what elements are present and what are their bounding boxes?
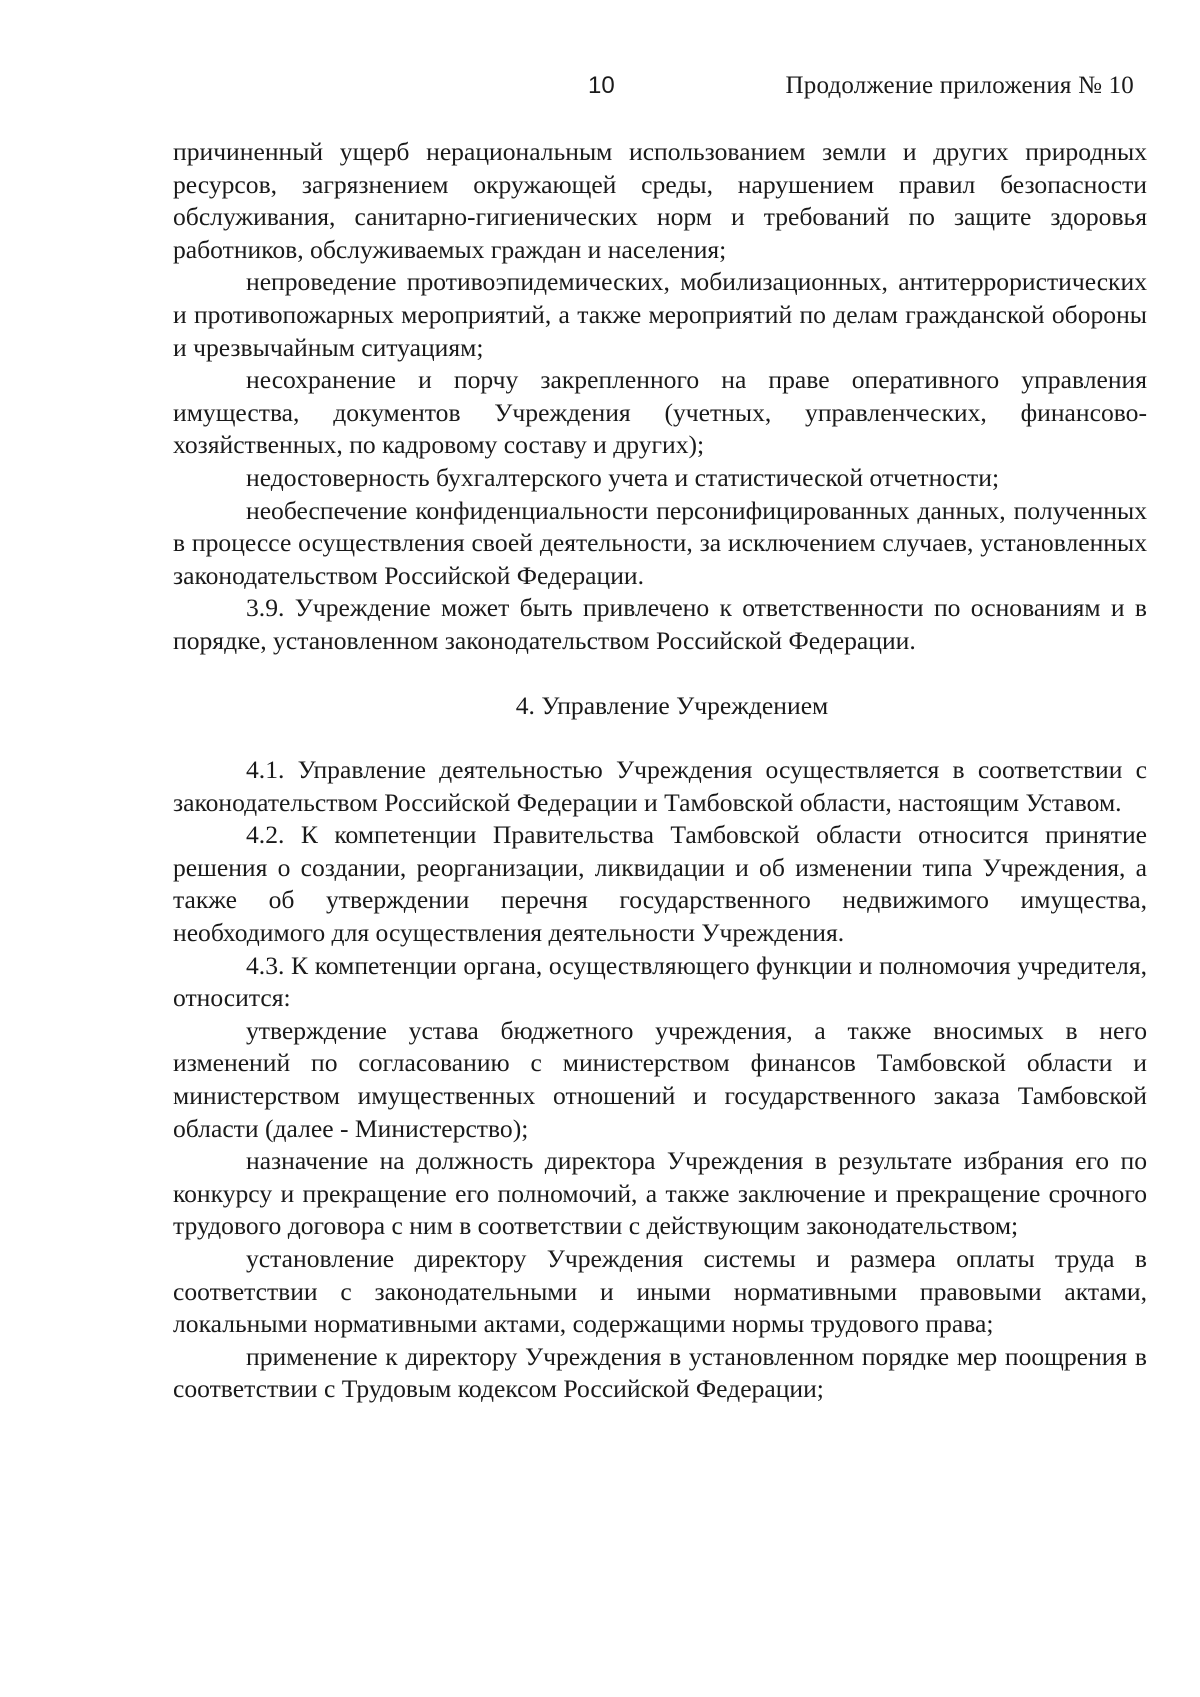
paragraph: необеспечение конфиденциальности персонифицированных данных, полученных в процессе осуществления своей деятельности, за исключением случаев, установленных законодательством Российской Федерации.	[173, 495, 1147, 590]
paragraph: применение к директору Учреждения в установленном порядке мер поощрения в соответствии с Трудовым кодексом Российской Федерации;	[173, 1341, 1147, 1404]
paragraph: 4.1. Управление деятельностью Учреждения осуществляется в соответствии с законодательством Российской Федерации и Тамбовской области, настоящим Уставом.	[173, 755, 1147, 817]
section-heading: 4. Управление Учреждением	[515, 690, 829, 720]
page-number: 10	[588, 72, 615, 99]
paragraph: установление директору Учреждения системы и размера оплаты труда в соответствии с законодательными и иными нормативными правовыми актами, локальными нормативными актами, содержащими нормы трудового права;	[173, 1244, 1147, 1339]
appendix-label: Продолжение приложения № 10	[785, 72, 1134, 99]
paragraph: непроведение противоэпидемических, мобилизационных, антитеррористических и противопожарных мероприятий, а также мероприятий по делам гражданской обороны и чрезвычайным ситуациям;	[173, 267, 1147, 362]
paragraph: 3.9. Учреждение может быть привлечено к ответственности по основаниям и в порядке, установленном законодательством Российской Федерации.	[173, 593, 1147, 655]
paragraph: утверждение устава бюджетного учреждения, а также вносимых в него изменений по согласованию с министерством финансов Тамбовской области и министерством имущественных отношений и государственного заказа Тамбовской области (далее - Министерство);	[173, 1015, 1147, 1143]
paragraph: недостоверность бухгалтерского учета и статистической отчетности;	[246, 462, 1000, 492]
document-body	[173, 136, 1147, 1406]
paragraph: 4.2. К компетенции Правительства Тамбовской области относится принятие решения о создании, реорганизации, ликвидации и об изменении типа Учреждения, а также об утверждении перечня государственного недвижимого имущества, необходимого для осуществления деятельности Учреждения.	[173, 820, 1147, 948]
paragraph: несохранение и порчу закрепленного на праве оперативного управления имущества, документов Учреждения (учетных, управленческих, финансово-хозяйственных, по кадровому составу и других);	[173, 365, 1147, 460]
paragraph: причиненный ущерб нерациональным использованием земли и других природных ресурсов, загрязнением окружающей среды, нарушением правил безопасности обслуживания, санитарно-гигиенических норм и требований по защите здоровья работников, обслуживаемых граждан и населения;	[173, 137, 1147, 264]
paragraph: назначение на должность директора Учреждения в результате избрания его по конкурсу и прекращение его полномочий, а также заключение и прекращение срочного трудового договора с ним в соответствии с действующим законодательством;	[173, 1146, 1147, 1241]
paragraph: 4.3. К компетенции органа, осуществляющего функции и полномочия учредителя, относится:	[173, 950, 1147, 1013]
